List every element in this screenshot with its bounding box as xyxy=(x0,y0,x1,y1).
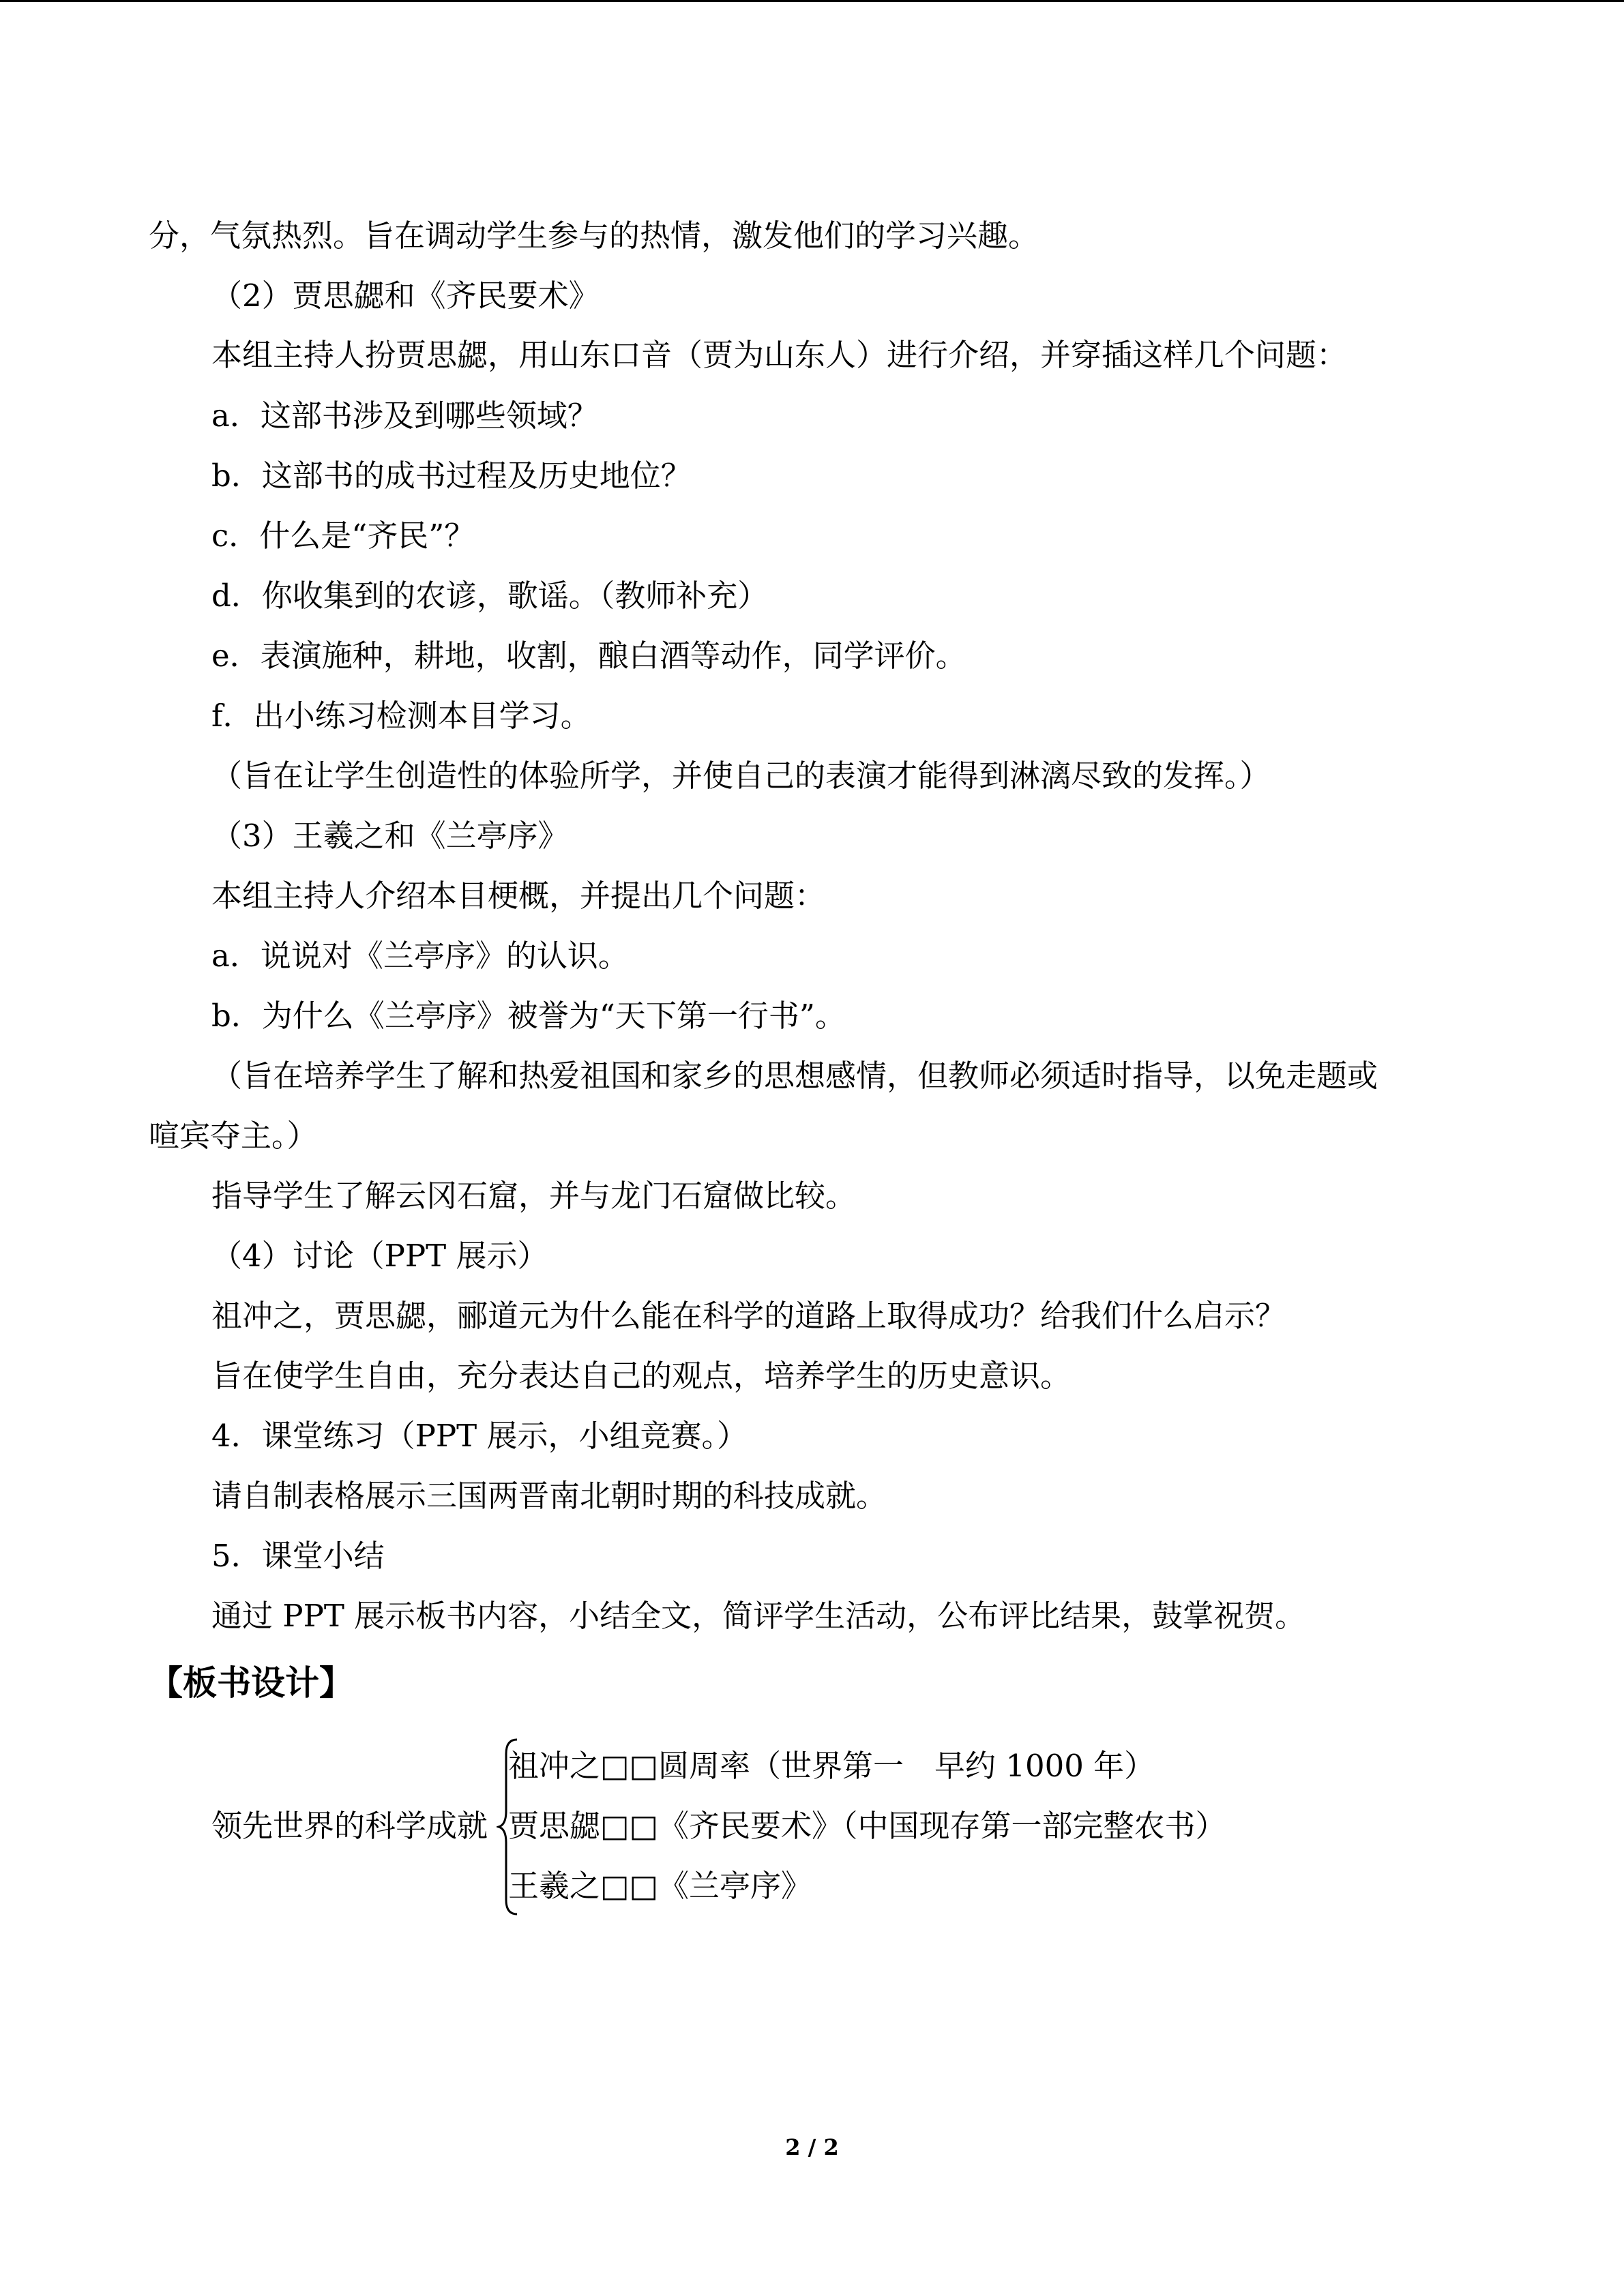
text-line: 通过 PPT 展示板书内容，小结全文，简评学生活动，公布评比结果，鼓掌祝贺。 xyxy=(211,1598,1306,1634)
section-heading: （3）王羲之和《兰亭序》 xyxy=(211,818,569,854)
list-item: b．这部书的成书过程及历史地位？ xyxy=(211,458,692,494)
list-item: f．出小练习检测本目学习。 xyxy=(211,698,591,734)
board-design-heading: 【板书设计】 xyxy=(149,1663,353,1703)
text-line: 请自制表格展示三国两晋南北朝时期的科技成就。 xyxy=(211,1478,887,1514)
list-item: a．这部书涉及到哪些领域？ xyxy=(211,398,598,434)
board-left-label: 领先世界的科学成就 xyxy=(211,1808,488,1844)
text-line: 本组主持人扮贾思勰，用山东口音（贾为山东人）进行介绍，并穿插这样几个问题： xyxy=(211,337,1348,373)
list-item: d．你收集到的农谚，歌谣。（教师补充） xyxy=(211,578,769,614)
text-line: 指导学生了解云冈石窟，并与龙门石窟做比较。 xyxy=(211,1178,857,1214)
list-item: b．为什么《兰亭序》被誉为“天下第一行书”。 xyxy=(211,998,846,1034)
page-number: 2 / 2 xyxy=(785,2134,839,2160)
text-line: （旨在培养学生了解和热爱祖国和家乡的思想感情，但教师必须适时指导，以免走题或 xyxy=(211,1058,1378,1094)
text-line: 本组主持人介绍本目梗概，并提出几个问题： xyxy=(211,878,826,914)
text-line: 祖冲之，贾思勰，郦道元为什么能在科学的道路上取得成功？给我们什么启示？ xyxy=(211,1298,1286,1334)
text-line: 喧宾夺主。） xyxy=(149,1118,318,1154)
board-item: 祖冲之□□圆周率（世界第一 早约 1000 年） xyxy=(508,1748,1155,1784)
section-heading: （2）贾思勰和《齐民要术》 xyxy=(211,278,600,314)
list-item: e．表演施种，耕地，收割，酿白酒等动作，同学评价。 xyxy=(211,638,966,674)
section-heading: 4．课堂练习（PPT 展示，小组竞赛。） xyxy=(211,1418,748,1454)
section-heading: （4）讨论（PPT 展示） xyxy=(211,1238,548,1274)
text-line: 分，气氛热烈。旨在调动学生参与的热情，激发他们的学习兴趣。 xyxy=(149,218,1039,254)
board-item: 王羲之□□《兰亭序》 xyxy=(508,1868,812,1904)
list-item: c．什么是“齐民”？ xyxy=(211,518,475,554)
text-line: 旨在使学生自由，充分表达自己的观点，培养学生的历史意识。 xyxy=(211,1358,1072,1394)
section-heading: 5．课堂小结 xyxy=(211,1538,385,1574)
list-item: a．说说对《兰亭序》的认识。 xyxy=(211,938,629,974)
board-item: 贾思勰□□《齐民要术》（中国现存第一部完整农书） xyxy=(508,1808,1226,1844)
text-line: （旨在让学生创造性的体验所学，并使自己的表演才能得到淋漓尽致的发挥。） xyxy=(211,758,1271,794)
